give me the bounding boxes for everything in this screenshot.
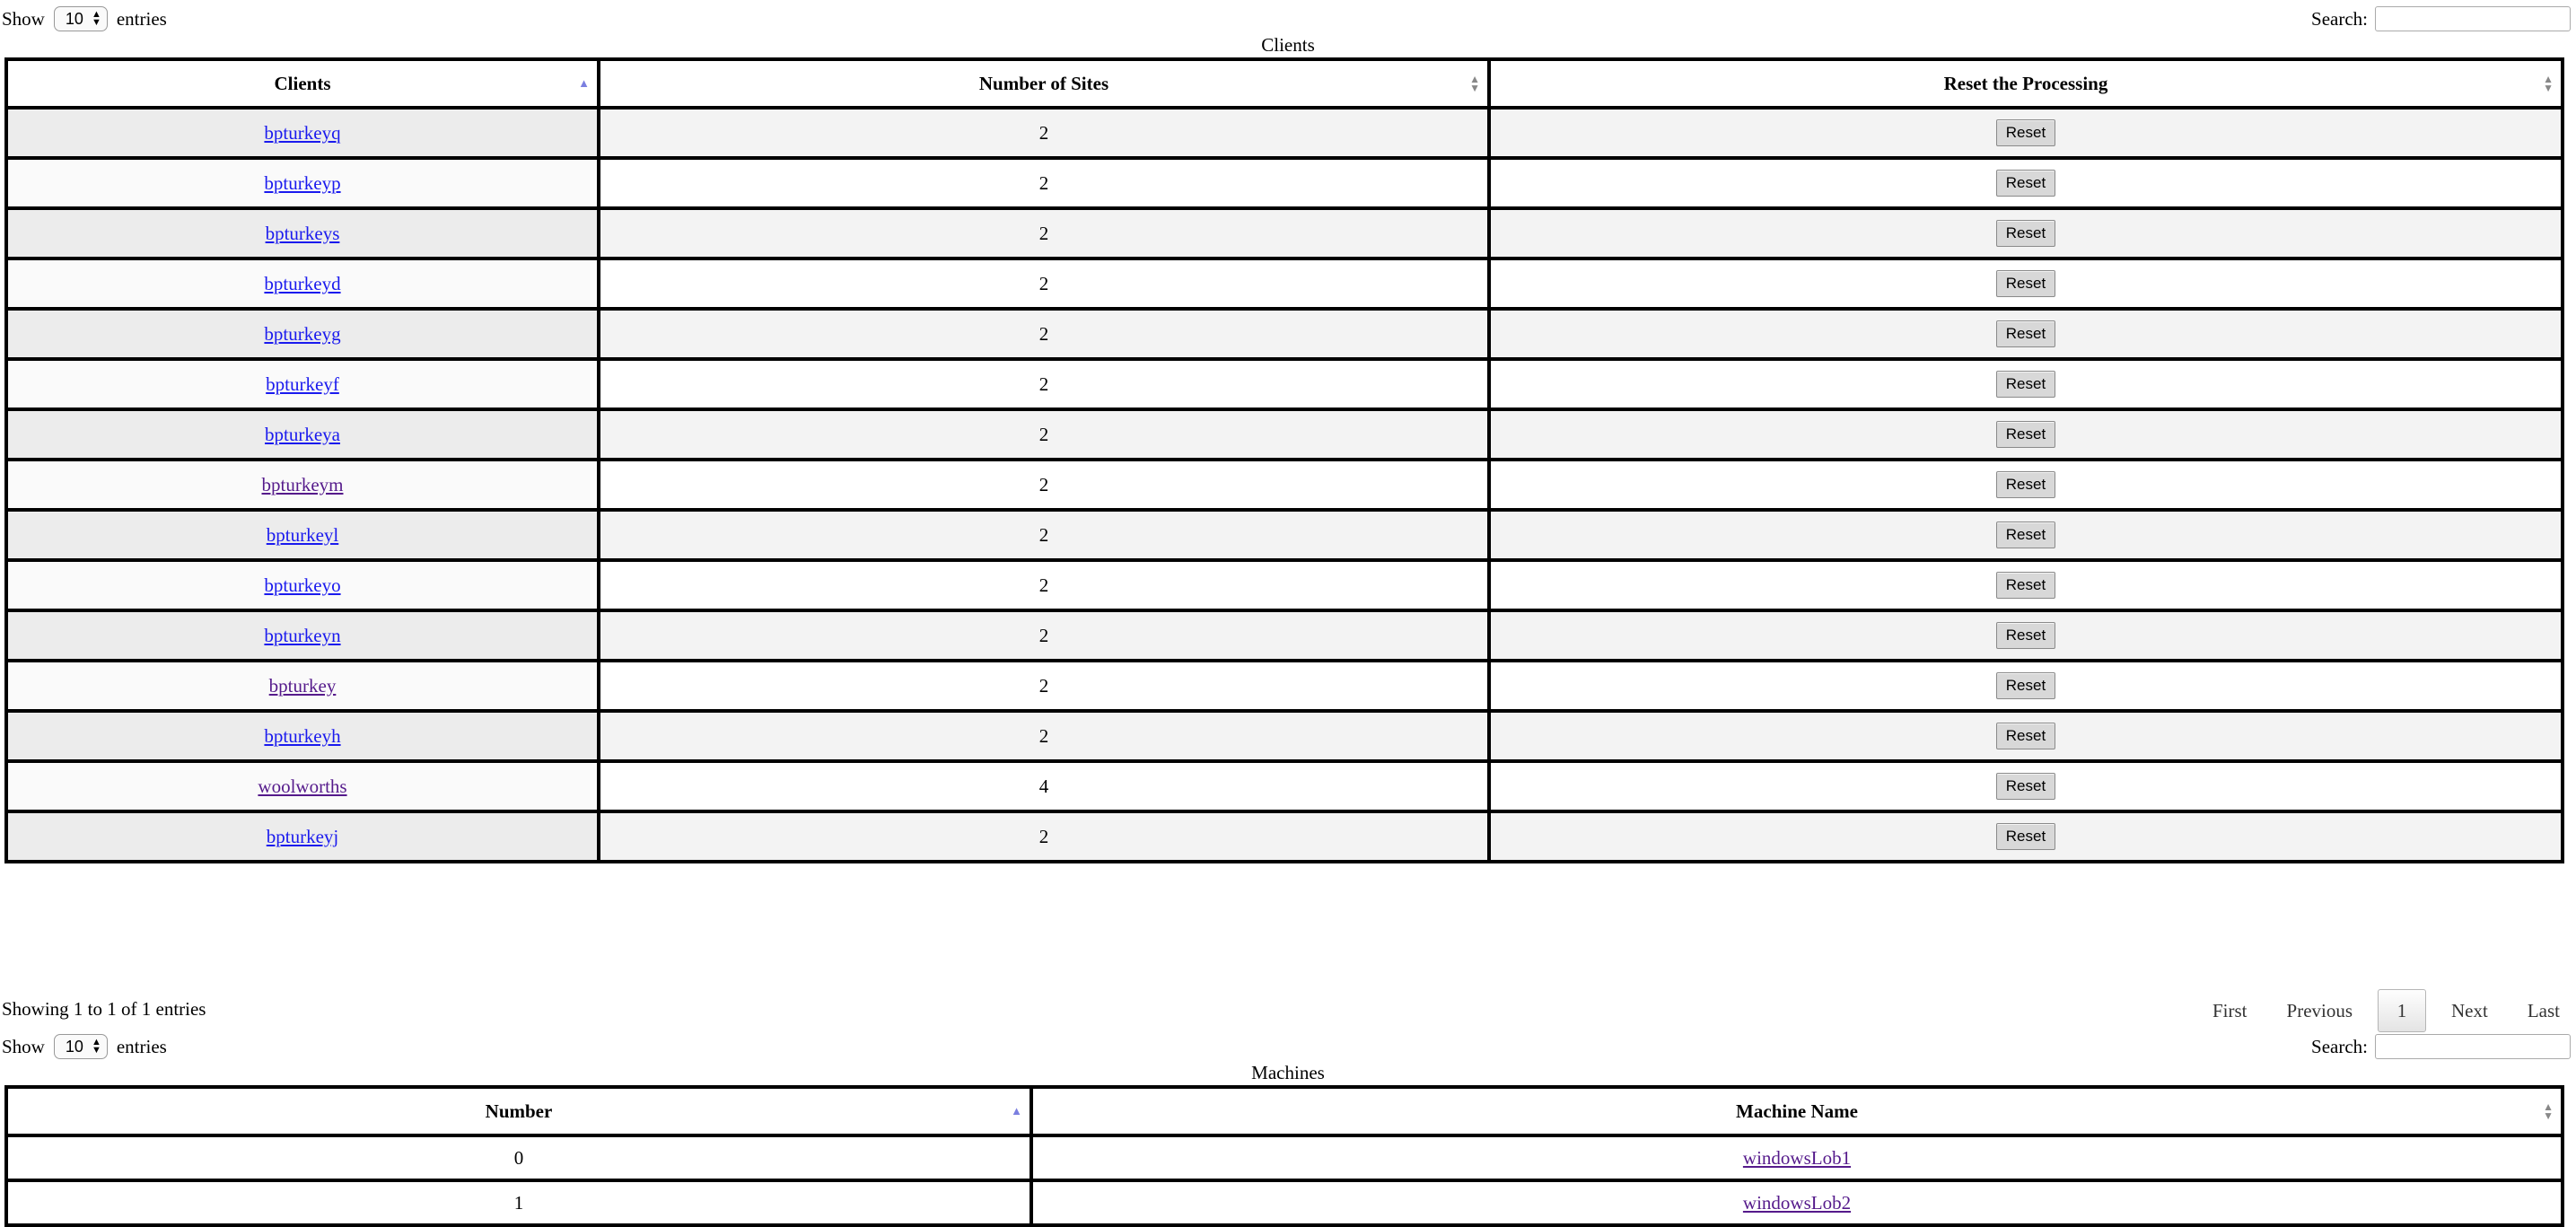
sites-cell: 2 bbox=[599, 208, 1489, 259]
clients-page-size-select[interactable] bbox=[54, 6, 108, 31]
table-row bbox=[6, 1180, 2563, 1225]
client-link[interactable]: bpturkeyj bbox=[266, 825, 339, 847]
reset-cell bbox=[1489, 409, 2563, 460]
machines-header-row bbox=[6, 1087, 2563, 1135]
client-cell bbox=[6, 409, 599, 460]
table-row bbox=[6, 661, 2563, 711]
sites-cell: 2 bbox=[599, 409, 1489, 460]
client-cell bbox=[6, 108, 599, 158]
reset-button[interactable]: Reset bbox=[1996, 572, 2055, 599]
reset-cell bbox=[1489, 108, 2563, 158]
machines-search-input[interactable] bbox=[2375, 1034, 2571, 1059]
sites-cell: 2 bbox=[599, 661, 1489, 711]
machines-search bbox=[2311, 1034, 2571, 1059]
sites-cell: 2 bbox=[599, 560, 1489, 610]
client-link[interactable]: bpturkeyd bbox=[264, 272, 341, 294]
client-cell bbox=[6, 259, 599, 309]
client-cell bbox=[6, 158, 599, 208]
sites-cell: 2 bbox=[599, 158, 1489, 208]
reset-button[interactable]: Reset bbox=[1996, 773, 2055, 800]
sort-asc-icon: ▲ bbox=[578, 76, 590, 90]
reset-button[interactable]: Reset bbox=[1996, 421, 2055, 448]
table-row bbox=[6, 1135, 2563, 1180]
search-label: Search: bbox=[2311, 7, 2368, 30]
reset-button[interactable]: Reset bbox=[1996, 220, 2055, 247]
table-row bbox=[6, 811, 2563, 862]
table-row bbox=[6, 560, 2563, 610]
header-label: Reset the Processing bbox=[1943, 72, 2108, 94]
sites-cell: 2 bbox=[599, 811, 1489, 862]
client-link[interactable]: bpturkeyl bbox=[266, 523, 339, 546]
reset-button[interactable]: Reset bbox=[1996, 170, 2055, 197]
sites-column-header[interactable] bbox=[599, 59, 1489, 108]
client-cell bbox=[6, 510, 599, 560]
reset-column-header[interactable] bbox=[1489, 59, 2563, 108]
table-row bbox=[6, 158, 2563, 208]
table-row bbox=[6, 309, 2563, 359]
entries-label: entries bbox=[116, 7, 167, 30]
client-cell bbox=[6, 761, 599, 811]
machines-length-control bbox=[2, 1034, 167, 1059]
client-cell bbox=[6, 309, 599, 359]
reset-cell bbox=[1489, 560, 2563, 610]
clients-caption: Clients bbox=[1261, 34, 1315, 56]
client-cell bbox=[6, 560, 599, 610]
sort-both-icon: ▲ ▼ bbox=[2543, 1100, 2554, 1122]
reset-button[interactable]: Reset bbox=[1996, 823, 2055, 850]
reset-cell bbox=[1489, 661, 2563, 711]
reset-cell bbox=[1489, 510, 2563, 560]
client-cell bbox=[6, 661, 599, 711]
table-row bbox=[6, 108, 2563, 158]
reset-button[interactable]: Reset bbox=[1996, 371, 2055, 398]
reset-cell bbox=[1489, 158, 2563, 208]
reset-cell bbox=[1489, 761, 2563, 811]
client-link[interactable]: bpturkeyg bbox=[264, 322, 341, 345]
table-row bbox=[6, 711, 2563, 761]
header-label: Number bbox=[485, 1100, 553, 1122]
reset-button[interactable]: Reset bbox=[1996, 622, 2055, 649]
table-row bbox=[6, 510, 2563, 560]
machines-page-size-select[interactable] bbox=[54, 1034, 108, 1059]
header-label: Number of Sites bbox=[978, 72, 1109, 94]
select-arrows-icon: ▲ ▼ bbox=[91, 9, 101, 28]
client-cell bbox=[6, 460, 599, 510]
page-size-value: 10 bbox=[65, 9, 83, 28]
client-cell bbox=[6, 359, 599, 409]
reset-button[interactable]: Reset bbox=[1996, 672, 2055, 699]
reset-cell bbox=[1489, 610, 2563, 661]
reset-button[interactable]: Reset bbox=[1996, 119, 2055, 146]
last-page-button[interactable]: Last bbox=[2527, 999, 2560, 1021]
machine-name-cell bbox=[1031, 1180, 2563, 1225]
table-row bbox=[6, 359, 2563, 409]
sites-cell: 2 bbox=[599, 711, 1489, 761]
previous-page-button[interactable]: Previous bbox=[2286, 999, 2353, 1021]
reset-button[interactable]: Reset bbox=[1996, 270, 2055, 297]
current-page-button[interactable]: 1 bbox=[2378, 989, 2426, 1032]
sites-cell: 2 bbox=[599, 460, 1489, 510]
clients-search bbox=[2311, 6, 2571, 31]
machine-name-column-header[interactable] bbox=[1031, 1087, 2563, 1135]
show-label: Show bbox=[2, 7, 45, 30]
client-cell bbox=[6, 811, 599, 862]
reset-cell bbox=[1489, 208, 2563, 259]
reset-cell bbox=[1489, 259, 2563, 309]
clients-table bbox=[4, 57, 2564, 863]
table-row bbox=[6, 208, 2563, 259]
sites-cell: 2 bbox=[599, 510, 1489, 560]
table-row bbox=[6, 460, 2563, 510]
page-size-value: 10 bbox=[65, 1037, 83, 1056]
sort-both-icon: ▲ ▼ bbox=[1469, 73, 1480, 94]
reset-cell bbox=[1489, 309, 2563, 359]
sites-cell: 2 bbox=[599, 309, 1489, 359]
pagination bbox=[2193, 989, 2560, 1032]
header-label: Clients bbox=[274, 72, 331, 94]
table-row bbox=[6, 259, 2563, 309]
client-link[interactable]: bpturkeyo bbox=[264, 574, 341, 596]
client-link[interactable]: bpturkeyn bbox=[264, 624, 341, 646]
client-link[interactable]: bpturkeym bbox=[261, 473, 344, 495]
reset-cell bbox=[1489, 359, 2563, 409]
client-link[interactable]: bpturkeyq bbox=[264, 121, 341, 144]
client-cell bbox=[6, 711, 599, 761]
reset-button[interactable]: Reset bbox=[1996, 723, 2055, 749]
machine-link[interactable]: windowsLob2 bbox=[1742, 1191, 1852, 1214]
machine-name-cell bbox=[1031, 1135, 2563, 1180]
reset-button[interactable]: Reset bbox=[1996, 320, 2055, 347]
reset-cell bbox=[1489, 711, 2563, 761]
table-row bbox=[6, 610, 2563, 661]
entries-label: entries bbox=[116, 1035, 167, 1057]
sites-cell: 2 bbox=[599, 359, 1489, 409]
clients-header-row bbox=[6, 59, 2563, 108]
select-arrows-icon: ▲ ▼ bbox=[91, 1037, 101, 1056]
client-cell bbox=[6, 208, 599, 259]
sites-cell: 2 bbox=[599, 610, 1489, 661]
search-label: Search: bbox=[2311, 1035, 2368, 1057]
client-link[interactable]: bpturkeyf bbox=[266, 372, 339, 395]
client-link[interactable]: bpturkeyh bbox=[264, 724, 341, 747]
client-link[interactable]: woolworths bbox=[258, 775, 347, 797]
show-label: Show bbox=[2, 1035, 45, 1057]
machine-number-cell: 1 bbox=[6, 1180, 1031, 1225]
header-label: Machine Name bbox=[1736, 1100, 1858, 1122]
reset-button[interactable]: Reset bbox=[1996, 521, 2055, 548]
machines-table bbox=[4, 1085, 2564, 1227]
table-row bbox=[6, 761, 2563, 811]
clients-search-input[interactable] bbox=[2375, 6, 2571, 31]
client-cell bbox=[6, 610, 599, 661]
clients-column-header[interactable] bbox=[6, 59, 599, 108]
sites-cell: 2 bbox=[599, 259, 1489, 309]
table-row bbox=[6, 409, 2563, 460]
reset-cell bbox=[1489, 460, 2563, 510]
sort-asc-icon: ▲ bbox=[1011, 1104, 1022, 1117]
number-column-header[interactable] bbox=[6, 1087, 1031, 1135]
sort-both-icon: ▲ ▼ bbox=[2543, 73, 2554, 94]
reset-button[interactable]: Reset bbox=[1996, 471, 2055, 498]
first-page-button[interactable]: First bbox=[2212, 999, 2247, 1021]
client-link[interactable]: bpturkeys bbox=[265, 222, 340, 244]
clients-info: Showing 1 to 1 of 1 entries bbox=[2, 998, 206, 1020]
machine-number-cell: 0 bbox=[6, 1135, 1031, 1180]
next-page-button[interactable]: Next bbox=[2451, 999, 2488, 1021]
clients-length-control bbox=[2, 6, 167, 31]
sites-cell: 4 bbox=[599, 761, 1489, 811]
machine-link[interactable]: windowsLob1 bbox=[1742, 1146, 1852, 1169]
client-link[interactable]: bpturkey bbox=[268, 674, 337, 697]
client-link[interactable]: bpturkeyp bbox=[264, 171, 341, 194]
reset-cell bbox=[1489, 811, 2563, 862]
client-link[interactable]: bpturkeya bbox=[265, 423, 340, 445]
machines-caption: Machines bbox=[1251, 1062, 1325, 1083]
sites-cell: 2 bbox=[599, 108, 1489, 158]
